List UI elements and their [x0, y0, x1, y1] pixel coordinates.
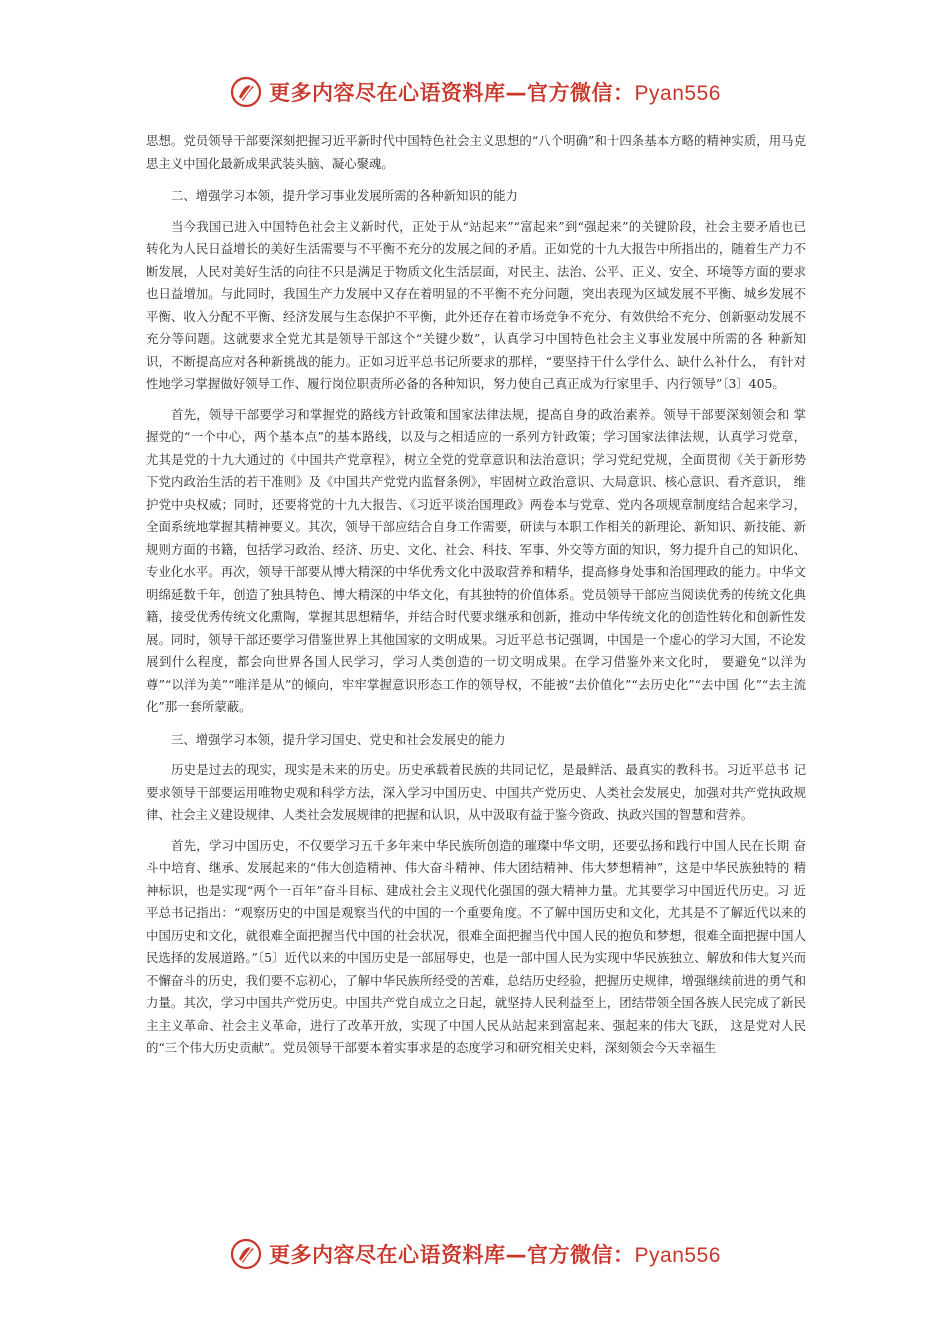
paragraph: 首先，学习中国历史，不仅要学习五千多年来中华民族所创造的璀璨中华文明，还要弘扬和践行中国人民在长期 奋斗中培育、继承、发展起来的“伟大创造精神、伟大奋斗精神、伟大团结精神、伟大梦想精神”，这是中华民族独特的 精神标识，也是实现“两个一百年”奋斗目标、建成社会主义现代化强国的强大精神力量。尤其要学习中国近代历史。习 近平总书记指出：“观察历史的中国是观察当代的中国的一个重要角度。不了解中国历史和文化，尤其是不了解近代以来的中国历史和文化，就很难全面把握当代中国的社会状况，很难全面把握当代中国人民的抱负和梦想，很难全面把握中国人民选择的发展道路。”〔5〕近代以来的中国历史是一部屈辱史，也是一部中国人民为实现中华民族独立、解放和伟大复兴而不懈奋斗的历史，我们要不忘初心，了解中华民族所经受的苦难，总结历史经验，把握历史规律，增强继续前进的勇气和力量。其次，学习中国共产党历史。中国共产党自成立之日起，就坚持人民利益至上，团结带领全国各族人民完成了新民主主义革命、社会主义革命，进行了改革开放，实现了中国人民从站起来到富起来、强起来的伟大飞跃， 这是党对人民的“三个伟大历史贡献”。党员领导干部要本着实事求是的态度学习和研究相关史料，深刻领会今天幸福生 — [146, 837, 806, 1055]
paragraph: 首先，领导干部要学习和掌握党的路线方针政策和国家法律法规，提高自身的政治素养。领导干部要深刻领会和 掌握党的“一个中心，两个基本点”的基本路线，以及与之相适应的一系列方针政策；学习国家法律法规，认真学习党章， 尤其是党的十九大通过的《中国共产党章程》，树立全党的党章意识和法治意识；学习党纪党规，全面贯彻《关于新形势下党内政治生活的若干准则》及《中国共产党党内监督条例》，牢固树立政治意识、大局意识、核心意识、看齐意识， 维护党中央权威；同时，还要将党的十九大报告、《习近平谈治国理政》两卷本与党章、党内各项规章制度结合起来学习，全面系统地掌握其精神要义。其次，领导干部应结合自身工作需要，研读与本职工作相关的新理论、新知识、新技能、新规则方面的书籍，包括学习政治、经济、历史、文化、社会、科技、军事、外交等方面的知识，努力提升自己的知识化、专业化水平。再次，领导干部要从博大精深的中华优秀文化中汲取营养和精华，提高修身处事和治国理政的能力。中华文明绵延数千年，创造了独具特色、博大精深的中华文化，有其独特的价值体系。党员领导干部应当阅读优秀的传统文化典籍，接受优秀传统文化熏陶，掌握其思想精华，并结合时代要求继承和创新，推动中华传统文化的创造性转化和创新性发展。同时，领导干部还要学习借鉴世界上其他国家的文明成果。习近平总书记强调，中国是一个虚心的学习大国，不论发展到什么程度，都会向世界各国人民学习，学习人类创造的一切文明成果。在学习借鉴外来文化时， 要避免“以洋为尊”“以洋为美”“唯洋是从”的倾向，牢牢掌握意识形态工作的领导权，不能被“去价值化”“去历史化”“去中国 化”“去主流化”那一套所蒙蔽。 — [146, 406, 806, 714]
document-body — [146, 130, 806, 1060]
brand-logo-icon — [229, 75, 263, 109]
section-heading-3: 三、增强学习本领，提升学习国史、党史和社会发展史的能力 — [171, 731, 506, 747]
brand-logo-icon — [229, 1237, 263, 1271]
paragraph: 历史是过去的现实，现实是未来的历史。历史承载着民族的共同记忆，是最鲜活、最真实的教科书。习近平总书 记要求领导干部要运用唯物史观和科学方法，深入学习中国历史、中国共产党历史、人类社会发展史，加强对共产党执政规律、社会主义建设规律、人类社会发展规律的把握和认识，从中汲取有益于鉴今资政、执政兴国的智慧和营养。 — [146, 762, 806, 822]
watermark-text: 更多内容尽在心语资料库—官方微信：Pyan556 — [269, 81, 721, 105]
watermark-banner-top — [0, 72, 950, 112]
watermark-text: 更多内容尽在心语资料库—官方微信：Pyan556 — [269, 1243, 721, 1267]
watermark-banner-bottom — [0, 1234, 950, 1274]
paragraph: 当今我国已进入中国特色社会主义新时代，正处于从“站起来”“富起来”到“强起来”的关键阶段，社会主要矛盾也已 转化为人民日益增长的美好生活需要与不平衡不充分的发展之间的矛盾。正如党的十九大报告中所指出的，随着生产力不断发展，人民对美好生活的向往不只是满足于物质文化生活层面，对民主、法治、公平、正义、安全、环境等方面的要求也日益增加。与此同时，我国生产力发展中又存在着明显的不平衡不充分问题，突出表现为区域发展不平衡、城乡发展不平衡、收入分配不平衡、经济发展与生态保护不平衡，此外还存在着市场竞争不充分、有效供给不充分、创新驱动发展不充分等问题。这就要求全党尤其是领导干部这个“关键少数”，认真学习中国特色社会主义事业发展中所需的各 种新知识，不断提高应对各种新挑战的能力。正如习近平总书记所要求的那样，“要坚持干什么学什么、缺什么补什么， 有针对性地学习掌握做好领导工作、履行岗位职责所必备的各种知识，努力使自己真正成为行家里手、内行领导”〔3〕405。 — [146, 218, 806, 391]
section-heading-2: 二、增强学习本领，提升学习事业发展所需的各种新知识的能力 — [171, 188, 518, 203]
paragraph-continuation: 思想。党员领导干部要深刻把握习近平新时代中国特色社会主义思想的“八个明确”和十四条基本方略的精神实质，用马克思主义中国化最新成果武装头脑、凝心聚魂。 — [146, 133, 806, 171]
